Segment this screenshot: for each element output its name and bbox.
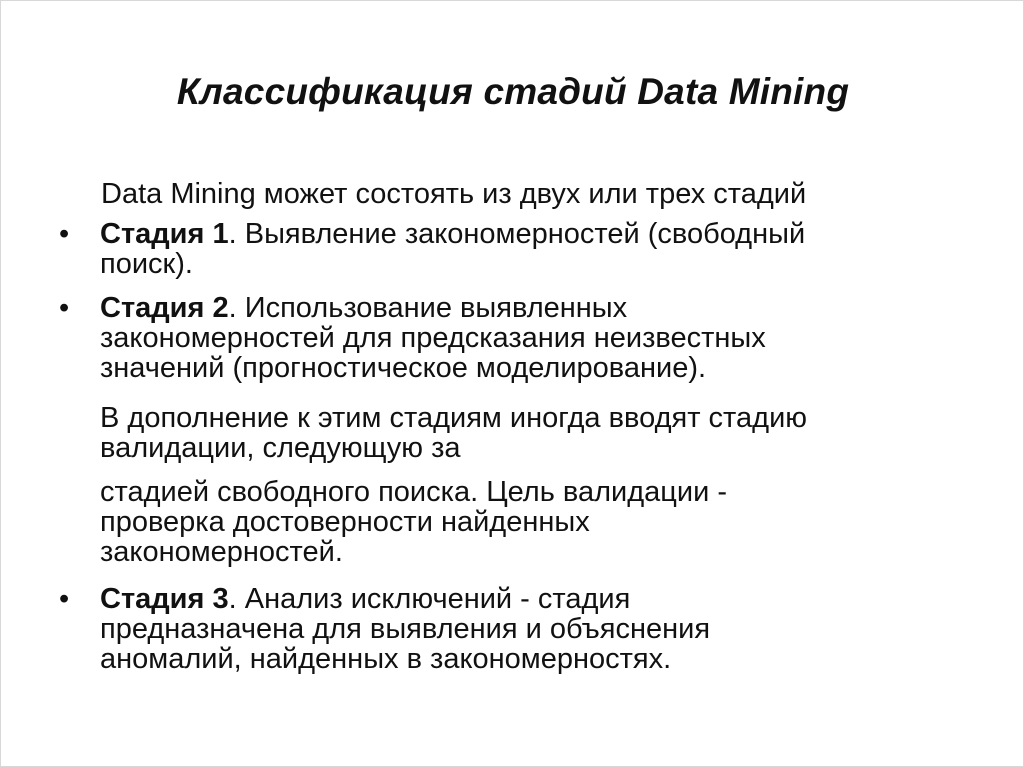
stage-2-label: Стадия 2 — [100, 292, 229, 324]
stage-1-line-2: поиск). — [100, 248, 193, 280]
stage-2-item — [100, 293, 766, 383]
validation-p2-line-3: закономерностей. — [100, 536, 343, 568]
bullet-stage-3: • — [59, 583, 70, 615]
stage-2-line-1: Стадия 2. Использование выявленных — [100, 292, 628, 324]
bullet-stage-1: • — [59, 218, 70, 250]
stage-3-line-1: Стадия 3. Анализ исключений - стадия — [100, 583, 631, 615]
stage-1-item — [100, 219, 805, 279]
stage-1-label: Стадия 1 — [100, 218, 229, 250]
bullet-stage-2: • — [59, 292, 70, 324]
stage-3-item — [100, 584, 710, 674]
stage-1-line-1: Стадия 1. Выявление закономерностей (свободный — [100, 218, 806, 250]
slide-title: Классификация стадий Data Mining — [176, 71, 850, 112]
stage-2-line-3: значений (прогностическое моделирование). — [100, 352, 707, 384]
validation-p2-line-1: стадией свободного поиска. Цель валидации - — [100, 476, 727, 508]
stage-3-text-1: Анализ исключений - стадия — [244, 583, 631, 615]
validation-p2-line-2: проверка достоверности найденных — [100, 506, 590, 538]
stage-3-label: Стадия 3 — [100, 583, 229, 615]
validation-p1-line-1: В дополнение к этим стадиям иногда вводят стадию — [100, 402, 808, 434]
intro-text: Data Mining может состоять из двух или трех стадий — [101, 178, 807, 210]
stage-3-line-2: предназначена для выявления и объяснения — [100, 613, 711, 645]
validation-paragraph-1 — [100, 403, 807, 463]
validation-paragraph-2 — [100, 477, 727, 567]
stage-3-line-3: аномалий, найденных в закономерностях. — [100, 643, 672, 675]
stage-2-line-2: закономерностей для предсказания неизвестных — [100, 322, 766, 354]
stage-2-text-1: Использование выявленных — [244, 292, 628, 324]
stage-1-text-1: Выявление закономерностей (свободный — [244, 218, 806, 250]
validation-p1-line-2: валидации, следующую за — [100, 432, 461, 464]
